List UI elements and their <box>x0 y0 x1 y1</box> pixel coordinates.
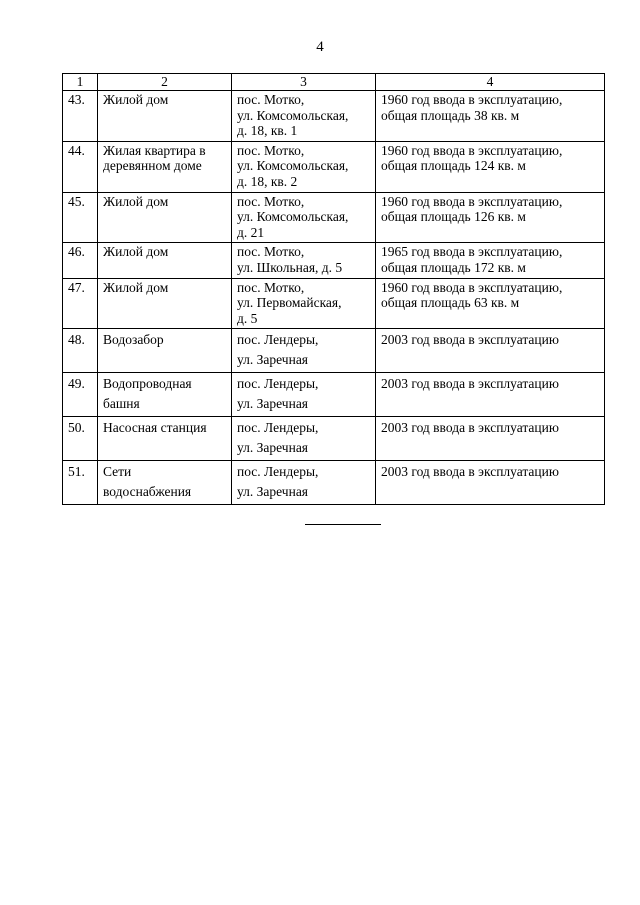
object-address-line: пос. Мотко, <box>237 244 305 260</box>
object-name <box>98 243 232 278</box>
object-address-line: ул. Заречная <box>237 484 309 500</box>
object-address-line: ул. Первомайская, <box>237 295 342 311</box>
object-address <box>232 373 376 417</box>
object-info-line: 2003 год ввода в эксплуатацию <box>381 420 559 436</box>
object-info-line: 2003 год ввода в эксплуатацию <box>381 464 559 480</box>
object-address-line: д. 18, кв. 1 <box>237 123 298 139</box>
object-address-line: пос. Мотко, <box>237 92 305 107</box>
object-address-line: пос. Мотко, <box>237 279 305 295</box>
object-info-line: общая площадь 126 кв. м <box>381 209 526 225</box>
table-body <box>63 91 605 505</box>
object-address-line: ул. Комсомольская, <box>237 107 349 123</box>
object-info <box>376 91 605 142</box>
row-number: 50. <box>63 417 98 461</box>
object-address-line: пос. Лендеры, <box>237 420 319 436</box>
object-name-line: деревянном доме <box>103 158 202 174</box>
column-header-name: 2 <box>98 74 232 91</box>
object-address-line: пос. Лендеры, <box>237 332 319 348</box>
object-info-line: 1965 год ввода в эксплуатацию, <box>381 244 563 260</box>
object-name <box>98 373 232 417</box>
object-address <box>232 91 376 142</box>
object-info <box>376 329 605 373</box>
object-info-line: общая площадь 63 кв. м <box>381 295 520 311</box>
object-address <box>232 329 376 373</box>
object-name-line: водоснабжения <box>103 484 192 500</box>
row-number: 49. <box>63 373 98 417</box>
object-name-line: Жилой дом <box>103 92 169 107</box>
object-address-line: пос. Мотко, <box>237 142 305 158</box>
row-number: 48. <box>63 329 98 373</box>
object-info-line: 1960 год ввода в эксплуатацию, <box>381 279 563 295</box>
object-info <box>376 373 605 417</box>
object-address-line: д. 21 <box>237 224 265 240</box>
object-name-line: Водопроводная <box>103 376 192 392</box>
column-header-number: 1 <box>63 74 98 91</box>
property-table <box>62 73 605 505</box>
object-address-line: ул. Комсомольская, <box>237 209 349 225</box>
table-header-row <box>63 74 605 91</box>
object-info-line: 2003 год ввода в эксплуатацию <box>381 332 559 348</box>
object-address-line: ул. Заречная <box>237 396 309 412</box>
object-name-line: Насосная станция <box>103 420 207 436</box>
object-name-line: Жилой дом <box>103 244 169 260</box>
column-header-address: 3 <box>232 74 376 91</box>
object-name <box>98 91 232 142</box>
object-info <box>376 192 605 243</box>
object-address-line: пос. Мотко, <box>237 193 305 209</box>
object-name-line: Жилой дом <box>103 279 169 295</box>
object-address-line: пос. Лендеры, <box>237 376 319 392</box>
row-number: 47. <box>63 278 98 329</box>
object-address-line: пос. Лендеры, <box>237 464 319 480</box>
object-info <box>376 417 605 461</box>
page-number: 4 <box>316 39 324 55</box>
object-info-line: 1960 год ввода в эксплуатацию, <box>381 92 563 107</box>
object-address <box>232 141 376 192</box>
object-info-line: 2003 год ввода в эксплуатацию <box>381 376 559 392</box>
object-name-line: башня <box>103 396 140 412</box>
object-info <box>376 278 605 329</box>
row-number: 46. <box>63 243 98 278</box>
object-info-line: общая площадь 172 кв. м <box>381 259 526 275</box>
table-row <box>63 141 605 192</box>
end-divider <box>305 524 381 525</box>
table-row <box>63 192 605 243</box>
object-info-line: 1960 год ввода в эксплуатацию, <box>381 142 563 158</box>
object-name <box>98 192 232 243</box>
object-address <box>232 417 376 461</box>
object-address <box>232 243 376 278</box>
table-row <box>63 373 605 417</box>
object-name-line: Сети <box>103 464 132 480</box>
object-name <box>98 461 232 505</box>
object-address <box>232 461 376 505</box>
object-info <box>376 461 605 505</box>
object-address <box>232 192 376 243</box>
row-number: 44. <box>63 141 98 192</box>
column-header-info: 4 <box>376 74 605 91</box>
row-number: 51. <box>63 461 98 505</box>
object-name-line: Жилой дом <box>103 193 169 209</box>
table-row <box>63 417 605 461</box>
object-name <box>98 278 232 329</box>
object-address-line: ул. Школьная, д. 5 <box>237 259 343 275</box>
object-address <box>232 278 376 329</box>
row-number: 45. <box>63 192 98 243</box>
object-info <box>376 141 605 192</box>
row-number: 43. <box>63 91 98 142</box>
object-info-line: общая площадь 38 кв. м <box>381 107 520 123</box>
object-name-line: Жилая квартира в <box>103 142 206 158</box>
table-row <box>63 329 605 373</box>
object-name <box>98 329 232 373</box>
table-row <box>63 243 605 278</box>
object-address-line: ул. Комсомольская, <box>237 158 349 174</box>
object-info-line: 1960 год ввода в эксплуатацию, <box>381 193 563 209</box>
object-address-line: ул. Заречная <box>237 352 309 368</box>
object-info-line: общая площадь 124 кв. м <box>381 158 526 174</box>
object-info <box>376 243 605 278</box>
object-address-line: д. 5 <box>237 310 258 326</box>
object-name <box>98 417 232 461</box>
table-row <box>63 278 605 329</box>
object-name-line: Водозабор <box>103 332 164 348</box>
object-address-line: д. 18, кв. 2 <box>237 173 298 189</box>
table-row <box>63 91 605 142</box>
object-address-line: ул. Заречная <box>237 440 309 456</box>
object-name <box>98 141 232 192</box>
table-row <box>63 461 605 505</box>
